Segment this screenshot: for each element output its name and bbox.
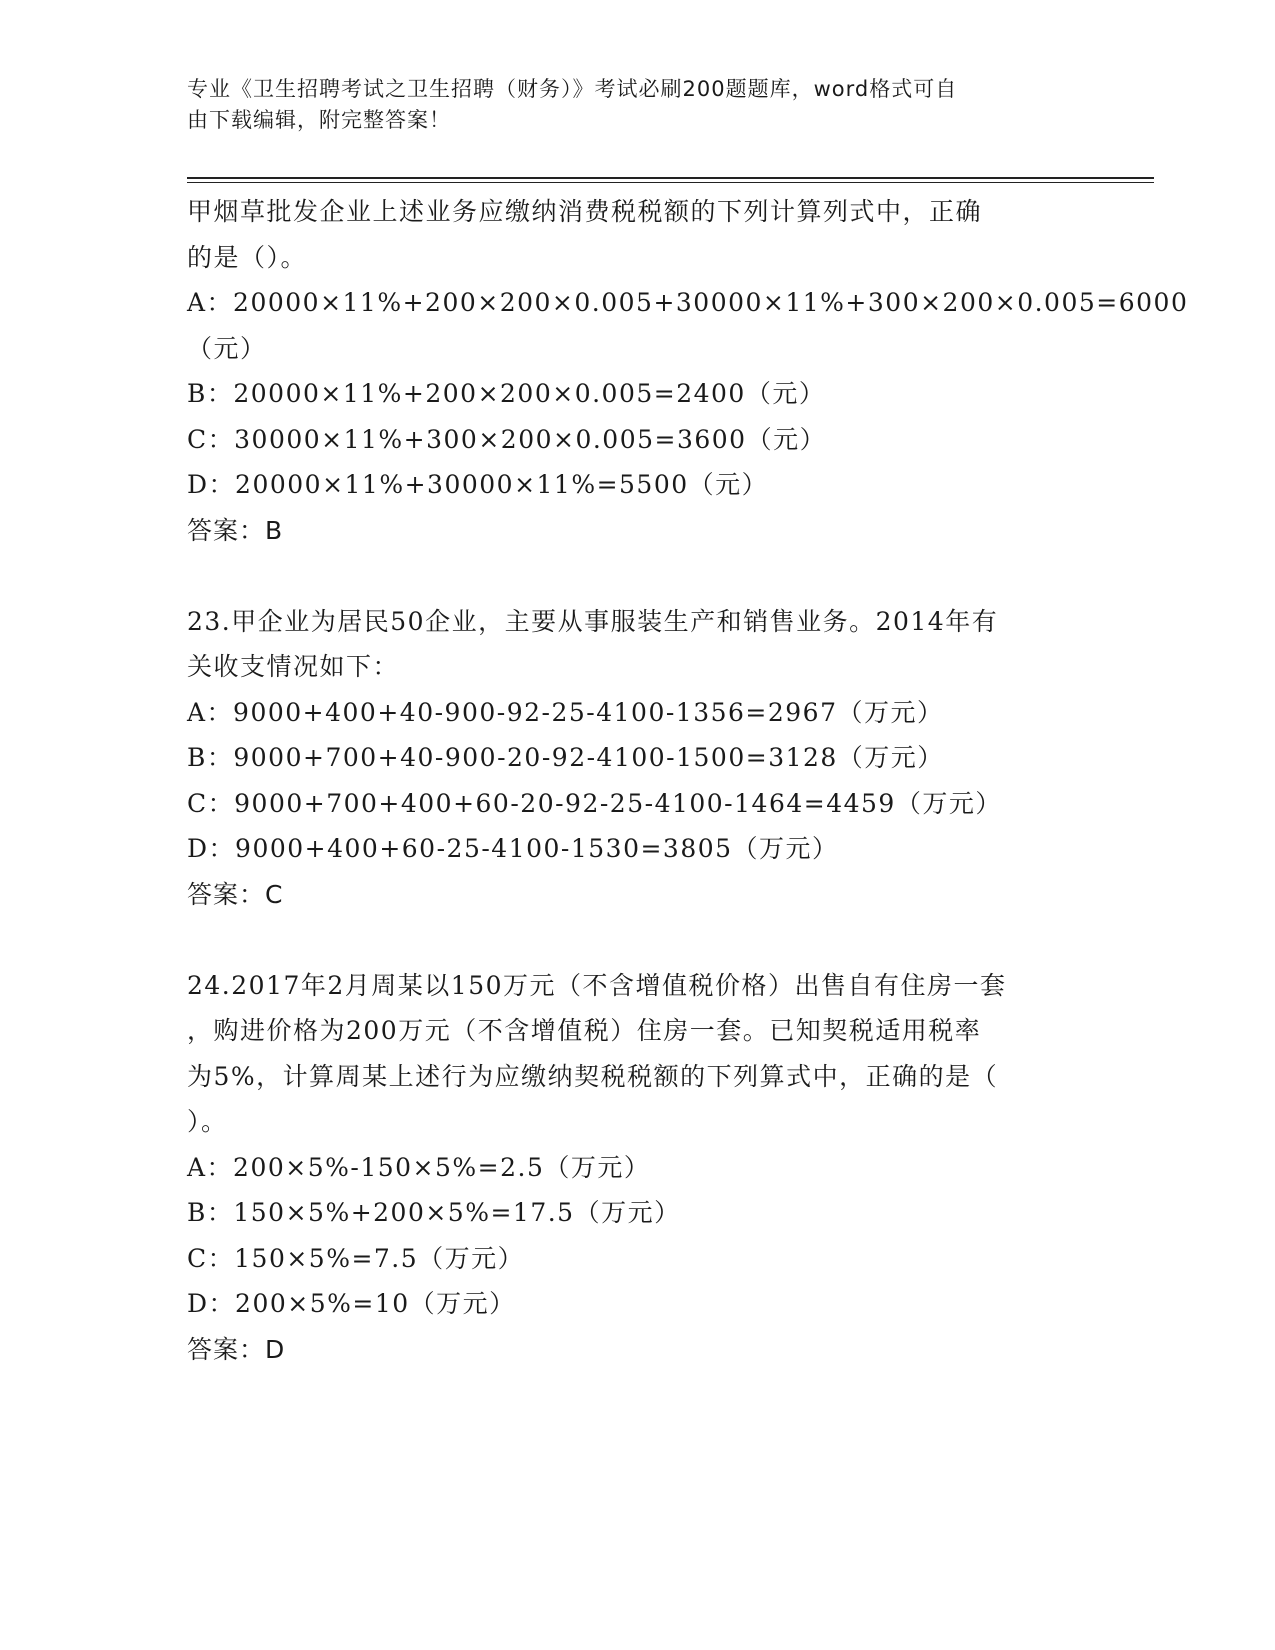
option-a: A：9000+400+40-900-92-25-4100-1356=2967（万元） [187, 697, 944, 727]
document-body [187, 189, 1189, 1372]
header-line-2: 由下载编辑，附完整答案！ [187, 108, 451, 132]
answer-line: 答案：B [187, 515, 284, 545]
spacer [187, 917, 1087, 963]
header-rule-thick [187, 177, 1154, 179]
option-d: D：200×5%=10（万元） [187, 1289, 516, 1318]
option-a: A：20000×11%+200×200×0.005+30000×11%+300×200×0.005=6000 [187, 288, 1189, 317]
option-b: B：20000×11%+200×200×0.005=2400（元） [187, 379, 826, 408]
answer-line: 答案：C [187, 879, 284, 909]
answer-line: 答案：D [187, 1334, 286, 1364]
question-stem-line: 关收支情况如下： [187, 652, 400, 681]
header-line-1: 专业《卫生招聘考试之卫生招聘（财务）》考试必刷200题题库，word格式可自 [187, 77, 958, 101]
question-stem-line: ，购进价格为200万元（不含增值税）住房一套。已知契税适用税率 [187, 1016, 982, 1045]
option-c: C：9000+700+400+60-20-92-25-4100-1464=4459（万元） [187, 788, 1002, 818]
question-stem-line: 的是（）。 [187, 242, 308, 272]
question-23 [187, 599, 1087, 918]
question-stem-line: 24.2017年2月周某以150万元（不含增值税价格）出售自有住房一套 [187, 970, 1007, 1000]
question-stem-line: 23.甲企业为居民50企业，主要从事服装生产和销售业务。2014年有 [187, 606, 999, 636]
question-stem-line: ）。 [187, 1107, 228, 1136]
option-c: C：150×5%=7.5（万元） [187, 1243, 525, 1273]
question-22 [187, 189, 1189, 553]
option-a: A：200×5%-150×5%=2.5（万元） [187, 1152, 651, 1182]
option-a-continued: （元） [187, 333, 267, 363]
option-c: C：30000×11%+300×200×0.005=3600（元） [187, 424, 827, 454]
option-d: D：20000×11%+30000×11%=5500（元） [187, 470, 769, 499]
option-d: D：9000+400+60-25-4100-1530=3805（万元） [187, 834, 839, 863]
question-stem-line: 甲烟草批发企业上述业务应缴纳消费税税额的下列计算列式中，正确 [187, 197, 983, 226]
question-24 [187, 963, 1087, 1373]
option-b: B：150×5%+200×5%=17.5（万元） [187, 1198, 681, 1227]
document-header [187, 74, 1067, 136]
header-rule-thin [187, 182, 1154, 183]
spacer [187, 553, 1087, 599]
option-b: B：9000+700+40-900-20-92-4100-1500=3128（万元） [187, 743, 944, 772]
question-stem-line: 为5%，计算周某上述行为应缴纳契税税额的下列算式中，正确的是（ [187, 1061, 999, 1091]
